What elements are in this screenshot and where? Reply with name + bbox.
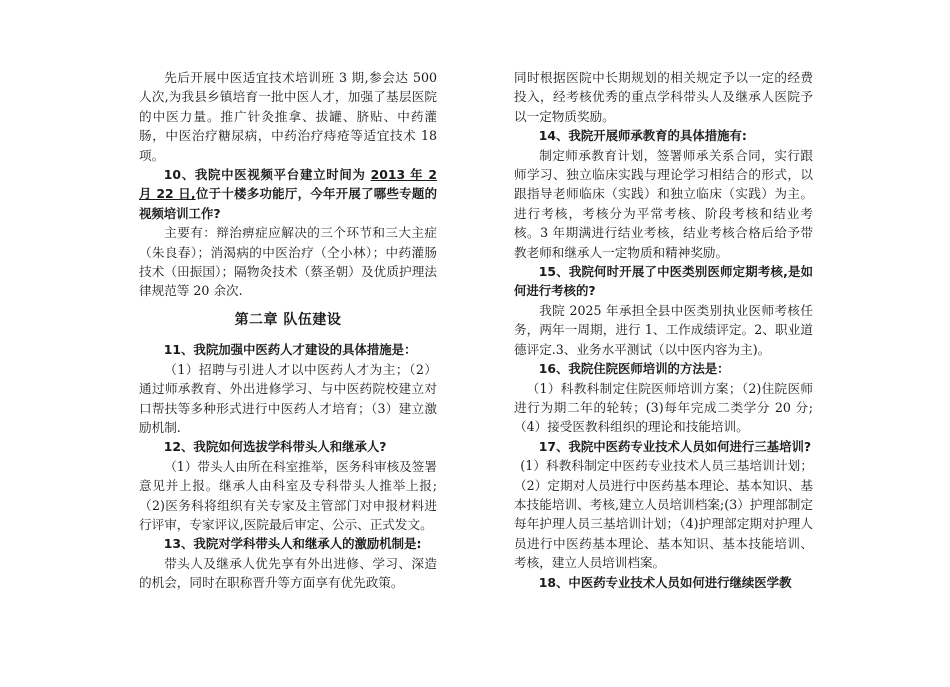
answer-16: （1）科教科制定住院医师培训方案；（2)住院医师进行为期二年的轮转；(3)每年完成二类学分 20 分;（4）接受医教科组织的理论和技能培训。 xyxy=(514,380,813,435)
question-10-date: 2013 年 2 月 22 日, xyxy=(139,167,437,202)
question-12: 12、我院如何选拔学科带头人和继承人? xyxy=(163,439,387,455)
right-column xyxy=(514,68,813,592)
intro-paragraph: 先后开展中医适宜技术培训班 3 期,参会达 500 人次,为我县乡镇培育一批中医人才，加强了基层医院的中医力量。推广针灸推拿、拔罐、脐贴、中药灌肠，中医治疗糖尿病，中药治疗痔疮等适宜技术 18 项。 xyxy=(139,70,437,163)
answer-15: 我院 2025 年承担全县中医类别执业医师考核任务，两年一周期，进行 1、工作成绩评定。2、职业道德评定.3、业务水平测试（以中医内容为主)。 xyxy=(514,302,813,357)
question-13: 13、我院对学科带头人和继承人的激励机制是: xyxy=(163,536,422,552)
answer-11: （1）招聘与引进人才以中医药人才为主；（2）通过师承教育、外出进修学习、与中医药院校建立对口帮扶等多种形式进行中医药人才培育；（3）建立激励机制. xyxy=(139,361,437,435)
answer-10: 主要有：辩治痹症应解决的三个环节和三大主症（朱良春）；消渴病的中医治疗（仝小林）；中药灌肠技术（田振国）；隔物灸技术（蔡圣朝）及优质护理法律规范等 20 余次. xyxy=(139,225,437,299)
question-11: 11、我院加强中医药人才建设的具体措施是： xyxy=(163,342,417,358)
question-18: 18、中医药专业技术人员如何进行继续医学教 xyxy=(538,574,792,590)
question-17: 17、我院中医药专业技术人员如何进行三基培训? xyxy=(538,438,812,454)
answer-14: 制定师承教育计划，签署师承关系合同，实行跟师学习、独立临床实践与理论学习相结合的形式，以跟指导老师临床（实践）和独立临床（实践）为主。进行考核，考核分为平常考核、阶段考核和结业考核。3 年期满进行结业考核，结业考核合格后给予带教老师和继承人一定物质和精神奖励。 xyxy=(514,147,813,260)
question-10-text-b: 位于十楼多功能厅，今年开展了哪些专题的视频培训工作? xyxy=(139,186,438,221)
question-10 xyxy=(139,165,437,223)
question-16: 16、我院住院医师培训的方法是： xyxy=(538,361,730,377)
answer-17: (1）科教科制定中医药专业技术人员三基培训计划；（2）定期对人员进行中医药基本理论、基本知识、基本技能培训、考核,建立人员培训档案;(3）护理部制定每年护理人员三基培训计划；（4)护理部定期对护理人员进行中医药基本理论、基本知识、基本技能培训、考核，建立人员培训档案。 xyxy=(514,458,813,571)
answer-12: （1）带头人由所在科室推举，医务科审核及签署意见并上报。继承人由科室及专科带头人推举上报;（2)医务科将组织有关专家及主管部门对申报材料进行评审，专家评议,医院最后审定、公示、正式发文。 xyxy=(139,458,437,532)
left-column xyxy=(139,68,437,593)
answer-13: 带头人及继承人优先享有外出进修、学习、深造的机会，同时在职称晋升等方面享有优先政策。 xyxy=(139,555,437,591)
question-14: 14、我院开展师承教育的具体措施有: xyxy=(538,128,747,144)
chapter-title: 第二章 队伍建设 xyxy=(234,311,342,328)
question-10-text-a: 10、我院中医视频平台建立时间为 xyxy=(163,167,371,183)
question-15: 15、我院何时开展了中医类别医师定期考核,是如何进行考核的? xyxy=(514,264,813,299)
answer-13-continued: 同时根据医院中长期规划的相关规定予以一定的经费投入，经考核优秀的重点学科带头人及继承人医院予以一定物质奖励。 xyxy=(514,70,813,124)
